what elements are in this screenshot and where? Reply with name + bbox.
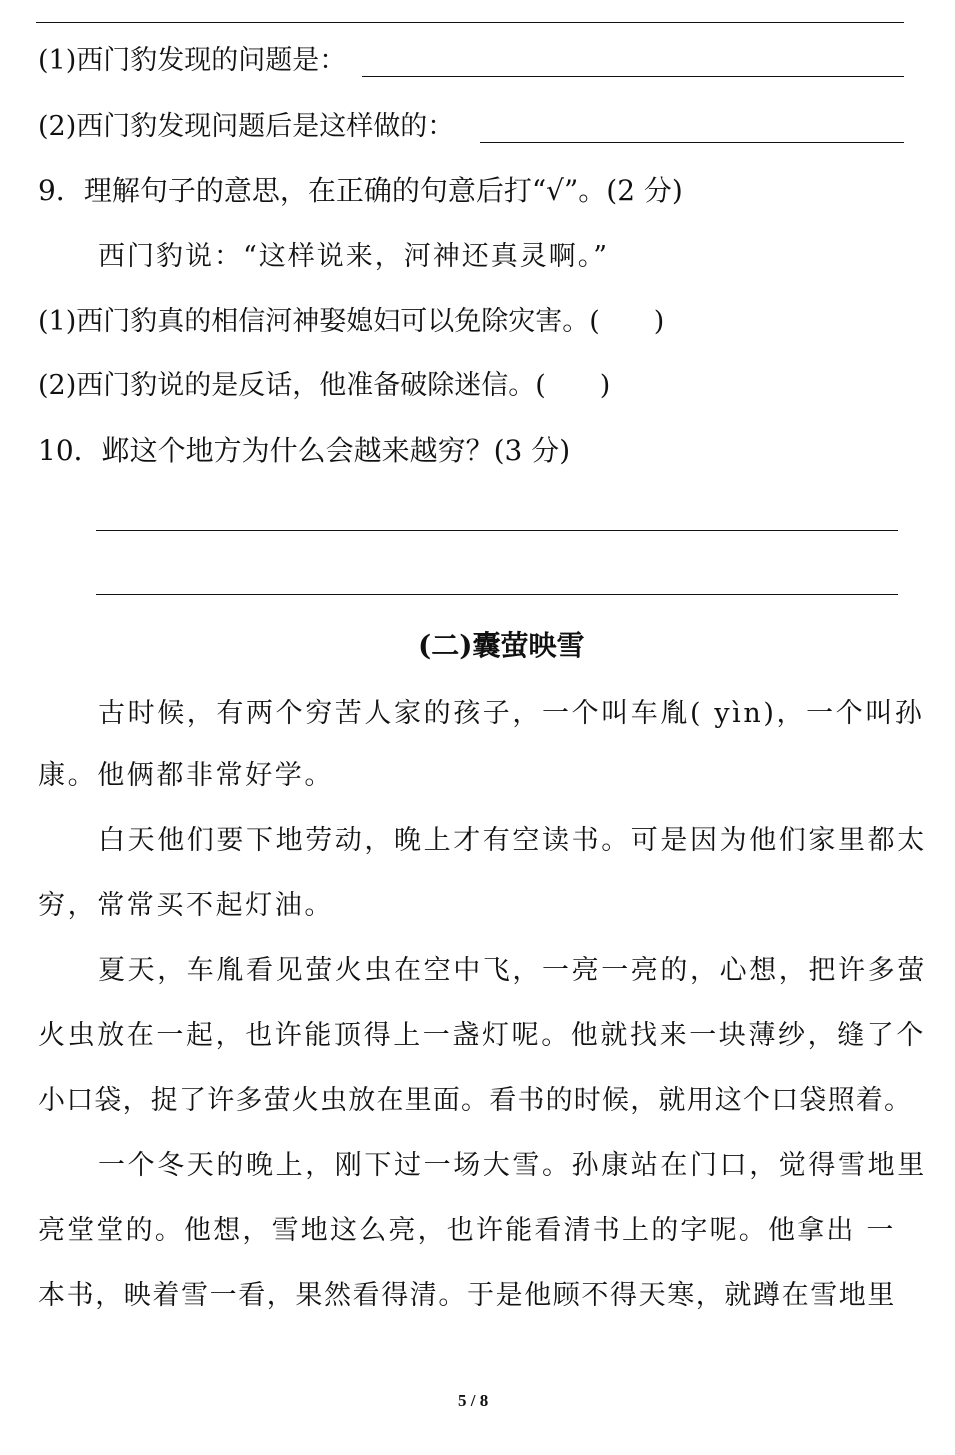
- q10-answer-line-1[interactable]: [96, 530, 898, 531]
- answer-line-top: [36, 22, 904, 23]
- passage-line: 穷，常常买不起灯油。: [38, 890, 334, 921]
- q8-sub2-answer-line[interactable]: [480, 142, 904, 143]
- q10-prompt: 10．邺这个地方为什么会越来越穷？(3 分): [38, 434, 571, 467]
- passage-line: 一个冬天的晚上，刚下过一场大雪。孙康站在门口，觉得雪地里: [98, 1150, 927, 1181]
- q8-sub1-text: (1)西门豹发现的问题是：: [38, 45, 347, 76]
- passage-line: 夏天，车胤看见萤火虫在空中飞，一亮一亮的，心想，把许多萤: [98, 955, 927, 986]
- q8-sub2-text: (2)西门豹发现问题后是这样做的：: [38, 111, 455, 142]
- q10-answer-line-2[interactable]: [96, 594, 898, 595]
- passage-line: 康。他俩都非常好学。: [38, 760, 334, 791]
- q9-option-1: (1)西门豹真的相信河神娶媳妇可以免除灾害。( ): [38, 306, 665, 337]
- passage-line: 古时候，有两个穷苦人家的孩子，一个叫车胤( yìn)，一个叫孙: [98, 698, 925, 729]
- passage-line: 小口袋，捉了许多萤火虫放在里面。看书的时候，就用这个口袋照着。: [38, 1085, 913, 1116]
- q9-option-2: (2)西门豹说的是反话，他准备破除迷信。( ): [38, 370, 611, 401]
- q9-prompt: 9．理解句子的意思，在正确的句意后打“√”。(2 分): [38, 174, 683, 207]
- passage-line: 火虫放在一起，也许能顶得上一盏灯呢。他就找来一块薄纱，缝了个: [38, 1020, 926, 1051]
- section-title: (二)囊萤映雪: [418, 629, 585, 662]
- page-number: 5 / 8: [458, 1391, 489, 1410]
- passage-line: 亮堂堂的。他想，雪地这么亮，也许能看清书上的字呢。他拿出 一: [38, 1215, 896, 1246]
- q8-sub1-answer-line[interactable]: [362, 76, 904, 77]
- passage-line: 本书，映着雪一看，果然看得清。于是他顾不得天寒，就蹲在雪地里: [38, 1280, 896, 1311]
- passage-line: 白天他们要下地劳动，晚上才有空读书。可是因为他们家里都太: [98, 825, 927, 856]
- q9-quote: 西门豹说：“这样说来，河神还真灵啊。”: [98, 241, 610, 272]
